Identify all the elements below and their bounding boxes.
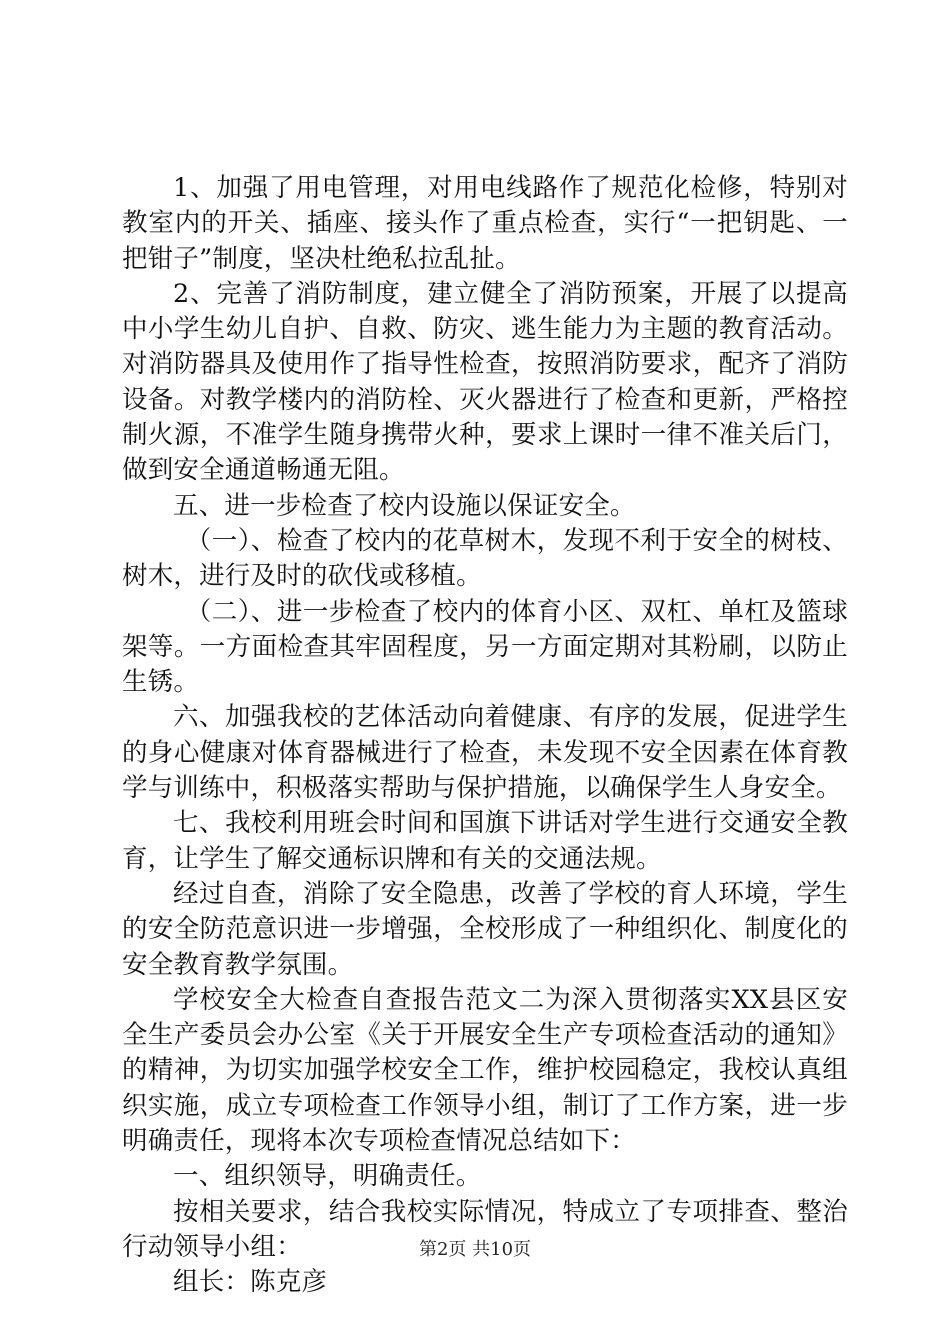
section-heading-one: 一、组织领导，明确责任。 — [173, 1161, 482, 1192]
section-heading-five: 五、进一步检查了校内设施以保证安全。 — [173, 490, 636, 521]
document-body — [122, 171, 848, 1301]
section-paragraph-seven: 七、我校利用班会时间和国旗下讲话对学生进行交通安全教育，让学生了解交通标识牌和有关的交通法规。 — [122, 808, 848, 874]
paragraph-conclusion: 经过自查，消除了安全隐患，改善了学校的育人环境，学生的安全防范意识进一步增强，全校形成了一种组织化、制度化的安全教育教学氛围。 — [122, 878, 848, 980]
paragraph-electricity: 1、加强了用电管理，对用电线路作了规范化检修，特别对教室内的开关、插座、接头作了重点检查，实行“一把钥匙、一把钳子”制度，坚决杜绝私拉乱扯。 — [122, 173, 848, 274]
paragraph-sports-facilities: （二）、进一步检查了校内的体育小区、双杠、单杠及篮球架等。一方面检查其牢固程度，另一方面定期对其粉刷，以防止生锈。 — [122, 596, 848, 698]
section-paragraph-six: 六、加强我校的艺体活动向着健康、有序的发展，促进学生的身心健康对体育器械进行了检查，未发现不安全因素在体育教学与训练中，积极落实帮助与保护措施，以确保学生人身安全。 — [122, 702, 848, 804]
paragraph-trees: （一）、检查了校内的花草树木，发现不利于安全的树枝、树木，进行及时的砍伐或移植。 — [122, 525, 848, 592]
paragraph-group-leader: 组长：陈克彦 — [173, 1267, 328, 1298]
page-number-footer: 第2页 共10页 — [418, 1239, 532, 1260]
paragraph-leadership-group: 按相关要求，结合我校实际情况，特成立了专项排查、整治行动领导小组： — [122, 1196, 848, 1262]
paragraph-fire-safety: 2、完善了消防制度，建立健全了消防预案，开展了以提高中小学生幼儿自护、自救、防灾、逃生能力为主题的教育活动。对消防器具及使用作了指导性检查，按照消防要求，配齐了消防设备。对教学楼内的消防栓、灭火器进行了检查和更新，严格控制火源，不准学生随身携带火种，要求上课时一律不准关后门，做到安全通道畅通无阻。 — [122, 278, 848, 486]
paragraph-report-two-intro: 学校安全大检查自查报告范文二为深入贯彻落实XX县区安全生产委员会办公室《关于开展安全生产专项检查活动的通知》的精神，为切实加强学校安全工作，维护校园稳定，我校认真组织实施，成立专项检查工作领导小组，制订了工作方案，进一步明确责任，现将本次专项检查情况总结如下： — [122, 984, 848, 1157]
